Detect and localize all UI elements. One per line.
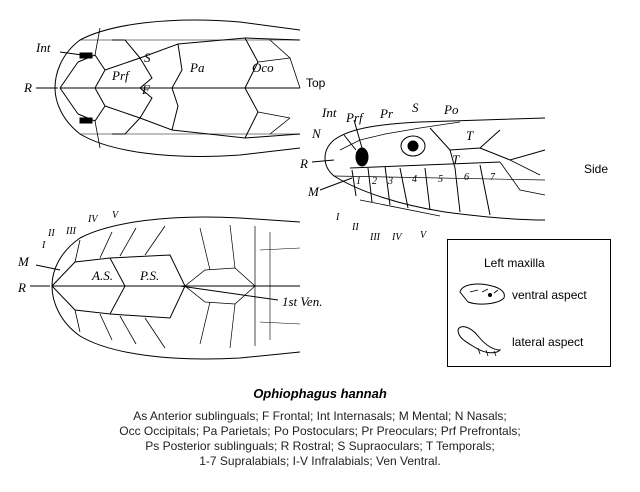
maxilla-lateral-label: lateral aspect <box>512 335 584 349</box>
side-label-t2: T <box>452 152 460 167</box>
maxilla-ventral-label: ventral aspect <box>512 288 587 302</box>
bottom-label-ps: P.S. <box>140 268 160 283</box>
side-label-prf: Prf <box>346 110 363 125</box>
bottom-label-I: I <box>42 240 46 251</box>
side-label-r: R <box>300 156 308 171</box>
side-nostril <box>356 148 368 166</box>
legend-line: Occ Occipitals; Pa Parietals; Po Postoculars; Pr Preoculars; Prf Prefrontals; <box>119 424 521 438</box>
bottom-label-ven: 1st Ven. <box>282 294 323 309</box>
side-label-2: 2 <box>372 176 377 187</box>
legend-line: 1-7 Supralabials; I-V Infralabials; Ven Ventral. <box>199 454 441 468</box>
bottom-infralabials <box>75 226 165 348</box>
bottom-view <box>30 217 300 359</box>
side-label-II: II <box>352 222 359 233</box>
bottom-label-II: II <box>48 228 55 239</box>
side-label-III: III <box>370 232 380 243</box>
top-view <box>36 20 300 156</box>
legend-line: As Anterior sublinguals; F Frontal; Int Internasals; M Mental; N Nasals; <box>133 409 507 423</box>
top-label-r: R <box>24 80 32 95</box>
bottom-label-as: A.S. <box>92 268 113 283</box>
bottom-label-m: M <box>18 254 29 269</box>
top-label-prf: Prf <box>112 68 129 83</box>
top-left-eye-mark <box>80 53 92 58</box>
side-label-IV: IV <box>392 232 402 243</box>
side-label-n: N <box>312 126 321 141</box>
side-label-6: 6 <box>464 172 469 183</box>
side-label-3: 3 <box>388 176 393 187</box>
top-int-leader <box>60 52 82 55</box>
bottom-head-outline <box>52 217 300 359</box>
side-label-t1: T <box>466 128 474 143</box>
ven-leader <box>180 286 278 300</box>
top-view-caption: Top <box>306 76 326 90</box>
side-label-V: V <box>420 230 427 241</box>
bottom-label-IV: IV <box>88 214 98 225</box>
side-view <box>312 118 545 220</box>
top-label-pa: Pa <box>190 60 205 75</box>
side-label-pr: Pr <box>380 106 393 121</box>
bottom-label-V: V <box>112 210 119 221</box>
top-right-eye-mark <box>80 118 92 123</box>
side-label-int: Int <box>322 105 337 120</box>
legend-line: Ps Posterior sublinguals; R Rostral; S Supraoculars; T Temporals; <box>145 439 495 453</box>
abbreviation-legend <box>0 409 640 469</box>
top-label-f: F <box>142 82 150 97</box>
side-label-m: M <box>308 184 319 199</box>
species-name: Ophiophagus hannah <box>253 386 387 401</box>
side-view-caption: Side <box>584 162 609 176</box>
top-label-oco: Oco <box>252 60 274 75</box>
maxilla-title: Left maxilla <box>484 256 545 270</box>
side-label-s: S <box>412 100 419 115</box>
bottom-label-r: R <box>18 280 26 295</box>
side-label-po: Po <box>444 102 459 117</box>
side-label-4: 4 <box>412 174 417 185</box>
side-eye <box>408 141 418 151</box>
side-label-7: 7 <box>490 172 495 183</box>
side-label-I: I <box>336 212 340 223</box>
side-label-1: 1 <box>356 176 361 187</box>
top-label-int: Int <box>36 40 51 55</box>
side-label-5: 5 <box>438 174 443 185</box>
top-label-s: S <box>144 50 151 65</box>
bottom-label-III: III <box>66 226 76 237</box>
